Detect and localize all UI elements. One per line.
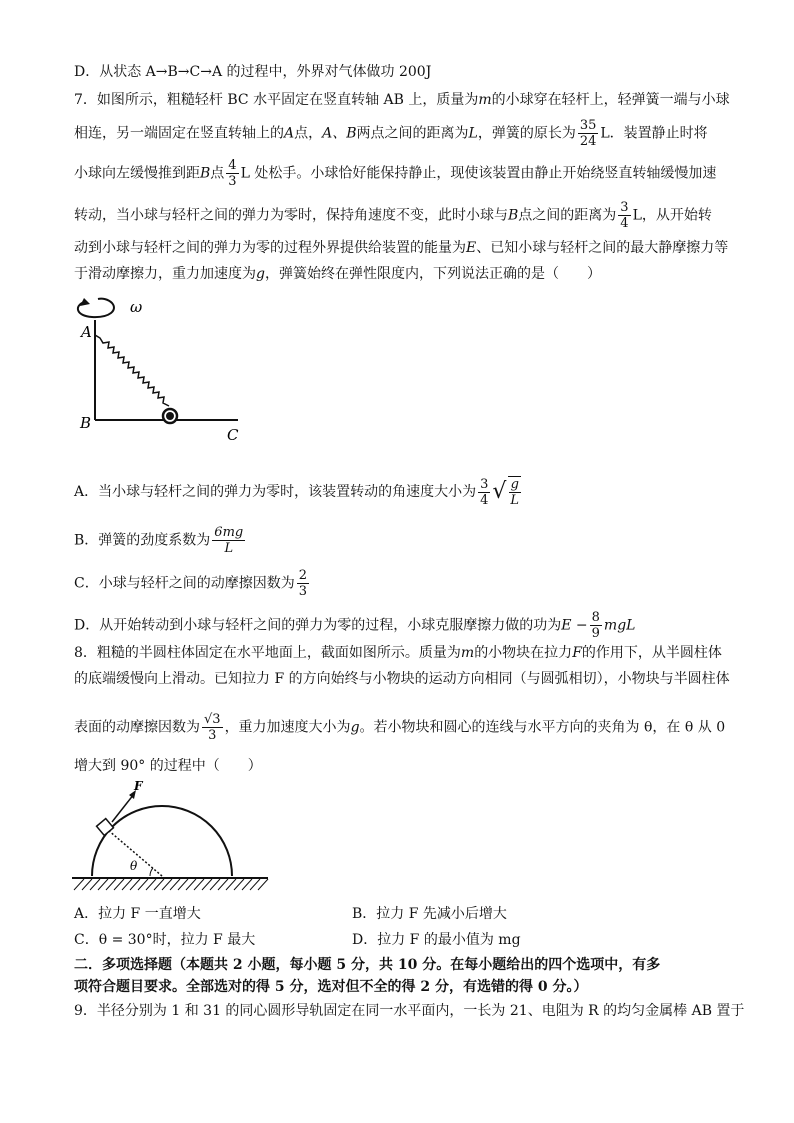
angle-arc [150, 868, 153, 876]
q8-text: 。若小物块和圆心的连线与水平方向的夹角为 θ，在 θ 从 0 [359, 719, 726, 736]
frac-num: 4 [228, 158, 237, 173]
frac-num: 35 [579, 118, 597, 133]
frac-den: 4 [480, 492, 489, 508]
ball-core [166, 412, 174, 420]
q8-figure [70, 778, 270, 898]
q8-option-d: D．拉力 F 的最小值为 mg [352, 932, 521, 948]
q7-var-E: E [466, 240, 477, 256]
q9-line-1: 9．半径分别为 1 和 31 的同心圆形导轨固定在同一水平面内，一长为 21、电阻为 R 的均匀金属棒 AB 置于 [74, 1003, 745, 1019]
fraction-35-24 [578, 118, 599, 149]
q8-text: 的作用下，从半圆柱体 [581, 645, 722, 661]
fraction-sqrt3-3 [202, 712, 223, 743]
q8-option-c: C．θ = 30°时，拉力 F 最大 [74, 932, 256, 948]
q8-text: ，重力加速度大小为 [224, 719, 351, 736]
frac-den: 3 [208, 728, 217, 743]
frac-num: √3 [204, 712, 221, 727]
q8-line-4: 增大到 90° 的过程中（ ） [74, 758, 262, 774]
q7-text: ，弹簧始终在弹性限度内，下列说法正确的是（ ） [264, 266, 601, 282]
q7-text: L，从开始转 [632, 207, 712, 224]
q8-line-2: 的底端缓慢向上滑动。已知拉力 F 的方向始终与小物块的运动方向相同（与圆弧相切），小物块与半圆柱体 [74, 671, 730, 687]
expr-E: E − [561, 617, 588, 634]
q7-text: 动到小球与轻杆之间的弹力为零的过程外界提供给装置的能量为 [74, 240, 466, 256]
force-label: F [134, 779, 143, 793]
q7-var-g: g [256, 266, 265, 282]
frac-num: 3 [480, 476, 489, 492]
q7-var-AB: A、B [322, 125, 357, 142]
radical-sign-icon: √ [492, 479, 507, 504]
q7-text: 两点之间的距离为 [356, 125, 469, 142]
q7-text: 相连，另一端固定在竖直转轴上的 [74, 125, 284, 142]
fraction-2-3 [297, 568, 309, 599]
q7-text: 、已知小球与轻杆之间的最大静摩擦力等 [476, 240, 729, 256]
q7-text: 点 [210, 165, 225, 182]
q7-text: 的小球穿在轻杆上，轻弹簧一端与小球 [491, 92, 730, 108]
option-text: C．小球与轻杆之间的动摩擦因数为 [74, 575, 295, 592]
q7-text: 于滑动摩擦力，重力加速度为 [74, 266, 256, 282]
frac-den: 4 [620, 216, 629, 231]
q7-text: 转动，当小球与轻杆之间的弹力为零时，保持角速度不变，此时小球与 [74, 207, 508, 224]
q8-text: 的小物块在拉力 [474, 645, 573, 661]
omega-label: ω [130, 298, 143, 316]
q7-line-5 [74, 238, 729, 258]
q7-text: 点， [294, 125, 323, 142]
frac-num: 6mg [214, 525, 244, 540]
q7-text: 点之间的距离为 [518, 207, 617, 224]
q7-text: ，弹簧的原长为 [477, 125, 576, 142]
q7-option-a [74, 476, 720, 508]
q7-var-m: m [478, 92, 492, 108]
q7-text: L 处松手。小球恰好能保持静止，现使该装置由静止开始绕竖直转轴缓慢加速 [240, 165, 717, 182]
fraction-g-L [508, 476, 521, 508]
q7-figure [70, 290, 250, 450]
frac-num: 2 [298, 568, 307, 583]
frac-den: 3 [298, 584, 307, 599]
sqrt-g-over-L [492, 476, 523, 508]
ground-hatch [74, 879, 268, 890]
label-C: C [227, 426, 239, 444]
label-B: B [80, 414, 92, 432]
frac-den: L [224, 541, 234, 556]
q8-var-F: F [572, 645, 582, 661]
q8-line-1 [74, 643, 720, 663]
block [97, 819, 114, 836]
q8-text: 表面的动摩擦因数为 [74, 719, 200, 736]
fraction-4-3 [226, 158, 238, 189]
expr-mgL: mgL [603, 617, 636, 634]
q7-line-1 [74, 90, 730, 110]
label-A: A [81, 323, 92, 341]
q8-var-g: g [350, 719, 360, 736]
q7-line-2 [74, 118, 720, 149]
fraction-3-4 [478, 477, 490, 508]
section-2-heading-line-1: 二．多项选择题（本题共 2 小题，每小题 5 分，共 10 分。在每小题给出的四个选项中，有多 [74, 957, 661, 973]
option-text: A．当小球与轻杆之间的弹力为零时，该装置转动的角速度大小为 [74, 484, 477, 500]
q7-var-L: L [468, 125, 478, 142]
frac-num: g [510, 477, 519, 492]
half-cylinder [92, 806, 232, 876]
frac-den: 24 [579, 134, 597, 149]
q8-option-b: B．拉力 F 先减小后增大 [352, 906, 507, 922]
section-2-heading-line-2: 项符合题目要求。全部选对的得 5 分，选对但不全的得 2 分，有选错的得 0 分。） [74, 979, 588, 995]
frac-den: 9 [591, 626, 600, 641]
frac-den: L [510, 493, 520, 508]
q7-text: 7．如图所示，粗糙轻杆 BC 水平固定在竖直转轴 AB 上，质量为 [74, 92, 479, 108]
q7-option-d [74, 610, 720, 641]
frac-num: 3 [620, 200, 629, 215]
q8-var-m: m [460, 645, 475, 661]
q8-option-a: A．拉力 F 一直增大 [74, 906, 201, 922]
q7-line-6 [74, 264, 720, 284]
q7-text: L．装置静止时将 [600, 125, 708, 142]
q7-var-A: A [284, 125, 295, 142]
prev-option-d: D．从状态 A→B→C→A 的过程中，外界对气体做功 200J [74, 64, 432, 80]
q7-text: 小球向左缓慢推到距 [74, 165, 200, 182]
rotation-arrowhead-icon [80, 298, 90, 306]
option-text: B．弹簧的劲度系数为 [74, 532, 211, 549]
spring [95, 335, 169, 406]
fraction-6mg-L [212, 525, 245, 556]
theta-label: θ [130, 859, 138, 873]
fraction-8-9 [590, 610, 602, 641]
q7-option-c [74, 568, 720, 599]
q7-line-3 [74, 158, 720, 189]
fraction-3-4 [618, 200, 630, 231]
q7-var-B: B [200, 165, 211, 182]
q8-line-3 [74, 712, 726, 743]
option-text: D．从开始转动到小球与轻杆之间的弹力为零的过程，小球克服摩擦力做的功为 [74, 617, 562, 634]
q7-var-B: B [508, 207, 519, 224]
q7-line-4 [74, 200, 720, 231]
q7-option-b [74, 525, 720, 556]
frac-num: 8 [591, 610, 600, 625]
q8-text: 8．粗糙的半圆柱体固定在水平地面上，截面如图所示。质量为 [74, 645, 461, 661]
frac-den: 3 [228, 174, 237, 189]
